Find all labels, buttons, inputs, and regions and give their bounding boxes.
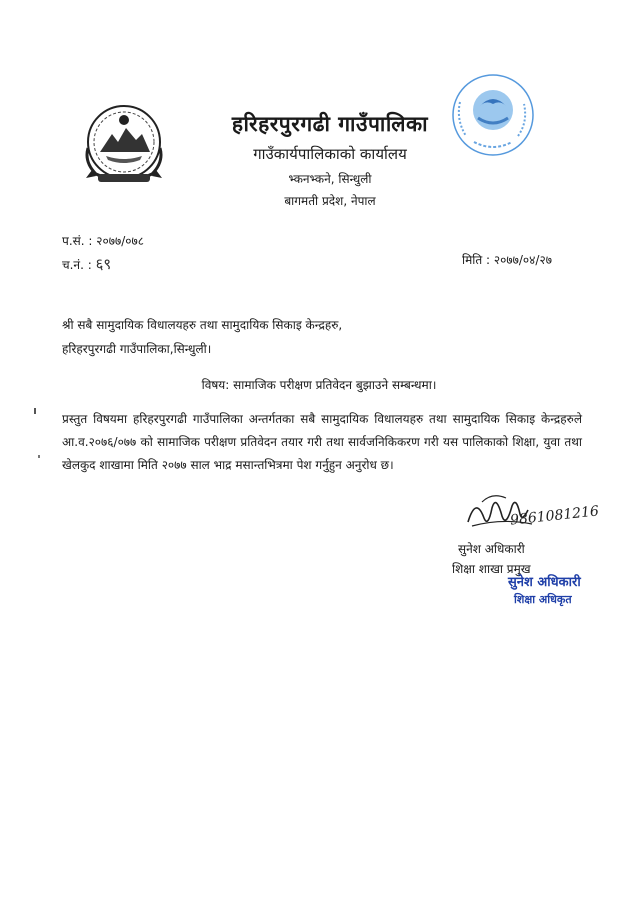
address-line-2: बागमती प्रदेश, नेपाल: [284, 194, 376, 208]
signer-title: शिक्षा शाखा प्रमुख: [452, 562, 531, 576]
reference-number: [62, 232, 144, 249]
signer-name: सुनेश अधिकारी: [458, 542, 525, 556]
letter-subject: विषय: सामाजिक परीक्षण प्रतिवेदन बुझाउने सम्बन्धमा।: [201, 378, 437, 392]
dispatch-number: [62, 254, 111, 274]
office-subtitle: गाउँकार्यपालिकाको कार्यालय: [253, 145, 407, 163]
municipality-title: हरिहरपुरगढी गाउँपालिका: [231, 112, 429, 136]
recipient-line-2: हरिहरपुरगढी गाउँपालिका,सिन्धुली।: [62, 342, 212, 356]
nepal-emblem-icon: [78, 100, 170, 188]
address-line-1: भ्कनभ्कने, सिन्धुली: [288, 172, 372, 186]
dispatch-label: च.नं. :: [62, 258, 92, 272]
date-value: २०७७/०४/२७: [493, 253, 552, 267]
stamp-title: शिक्षा अधिकृत: [514, 593, 572, 606]
letter-date: [462, 251, 552, 268]
reference-label: प.सं. :: [62, 234, 93, 248]
scan-speck: [38, 455, 40, 458]
stamp-name: सुनेश अधिकारी: [508, 575, 581, 590]
date-label: मिति :: [462, 253, 491, 267]
signature-digits: 9861081216: [509, 503, 600, 529]
dispatch-value: ६९: [95, 255, 112, 273]
scan-speck: [34, 408, 36, 414]
recipient-line-1: श्री सबै सामुदायिक विधालयहरु तथा सामुदायिक सिकाइ केन्द्रहरु,: [62, 318, 343, 332]
reference-value: २०७७/०७८: [96, 234, 144, 248]
letter-body: प्रस्तुत विषयमा हरिहरपुरगढी गाउँपालिका अन्तर्गतका सबै सामुदायिक विधालयहरु तथा सामुदायिक सिकाइ केन्द्रहरुले आ.व.२०७६/०७७ को सामाजिक परीक्षण प्रतिवेदन तयार गरी तथा सार्वजनिकिकरण गरी यस पालिकाको शिक्षा, युवा तथा खेलकुद शाखामा मिति २०७७ साल भाद्र मसान्तभित्रमा पेश गर्नुहुन अनुरोध छ।: [62, 412, 582, 472]
